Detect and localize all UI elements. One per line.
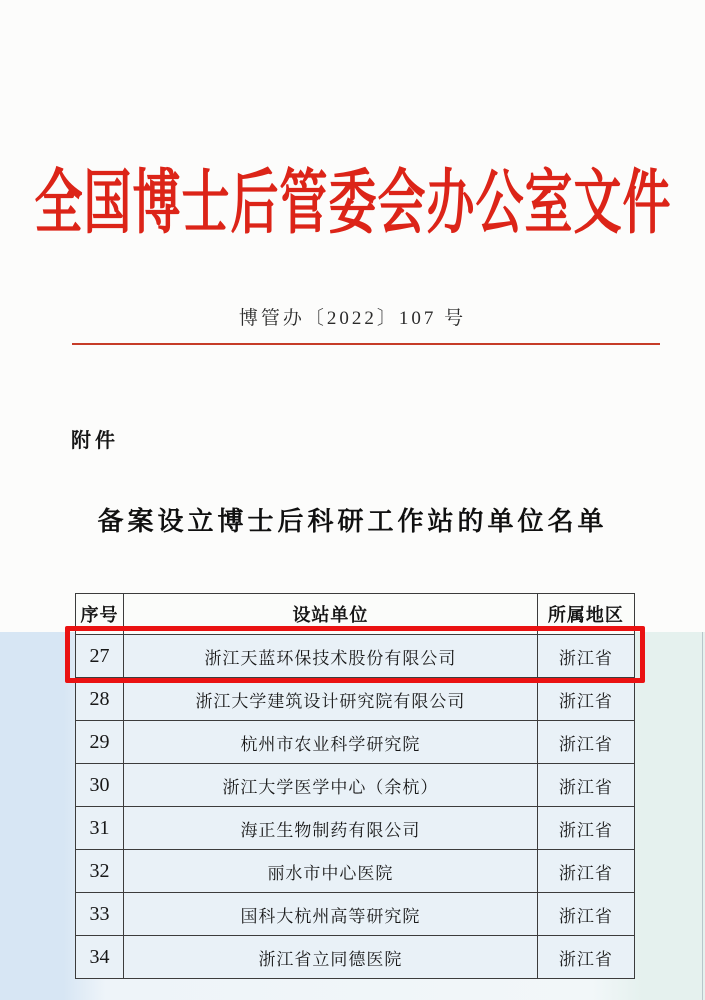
header-region: 所属地区 bbox=[537, 594, 634, 635]
table-row bbox=[76, 893, 635, 936]
row-number-cell: 30 bbox=[76, 764, 124, 807]
region-cell: 浙江省 bbox=[537, 721, 634, 764]
table-row bbox=[76, 807, 635, 850]
region-cell: 浙江省 bbox=[537, 807, 634, 850]
header-station-unit: 设站单位 bbox=[124, 594, 538, 635]
row-number-cell: 28 bbox=[76, 678, 124, 721]
row-number-cell: 29 bbox=[76, 721, 124, 764]
table-row bbox=[76, 936, 635, 979]
region-cell: 浙江省 bbox=[537, 764, 634, 807]
unit-name-cell: 杭州市农业科学研究院 bbox=[124, 721, 538, 764]
unit-name-cell: 浙江省立同德医院 bbox=[124, 936, 538, 979]
table-title: 备案设立博士后科研工作站的单位名单 bbox=[97, 507, 608, 536]
table-row bbox=[76, 764, 635, 807]
region-cell: 浙江省 bbox=[537, 635, 634, 678]
table-header-row bbox=[76, 594, 635, 635]
table-row bbox=[76, 678, 635, 721]
table-row bbox=[76, 635, 635, 678]
unit-name-cell: 丽水市中心医院 bbox=[124, 850, 538, 893]
document-title: 全国博士后管委会办公室文件 bbox=[34, 165, 672, 243]
region-cell: 浙江省 bbox=[537, 850, 634, 893]
unit-name-cell: 浙江大学医学中心（余杭） bbox=[124, 764, 538, 807]
scan-edge-line bbox=[702, 632, 703, 1000]
document-number: 博管办〔2022〕107 号 bbox=[238, 308, 467, 329]
unit-name-cell: 浙江天蓝环保技术股份有限公司 bbox=[124, 635, 538, 678]
unit-name-cell: 浙江大学建筑设计研究院有限公司 bbox=[124, 678, 538, 721]
row-number-cell: 33 bbox=[76, 893, 124, 936]
row-number-cell: 34 bbox=[76, 936, 124, 979]
header-serial-number: 序号 bbox=[76, 594, 124, 635]
table-row bbox=[76, 850, 635, 893]
region-cell: 浙江省 bbox=[537, 678, 634, 721]
region-cell: 浙江省 bbox=[537, 893, 634, 936]
table-body bbox=[76, 635, 635, 979]
station-units-table bbox=[75, 593, 635, 979]
region-cell: 浙江省 bbox=[537, 936, 634, 979]
table-row bbox=[76, 721, 635, 764]
row-number-cell: 27 bbox=[76, 635, 124, 678]
attachment-label: 附件 bbox=[71, 430, 119, 452]
red-divider-rule bbox=[72, 343, 660, 345]
unit-name-cell: 海正生物制药有限公司 bbox=[124, 807, 538, 850]
unit-name-cell: 国科大杭州高等研究院 bbox=[124, 893, 538, 936]
row-number-cell: 32 bbox=[76, 850, 124, 893]
row-number-cell: 31 bbox=[76, 807, 124, 850]
